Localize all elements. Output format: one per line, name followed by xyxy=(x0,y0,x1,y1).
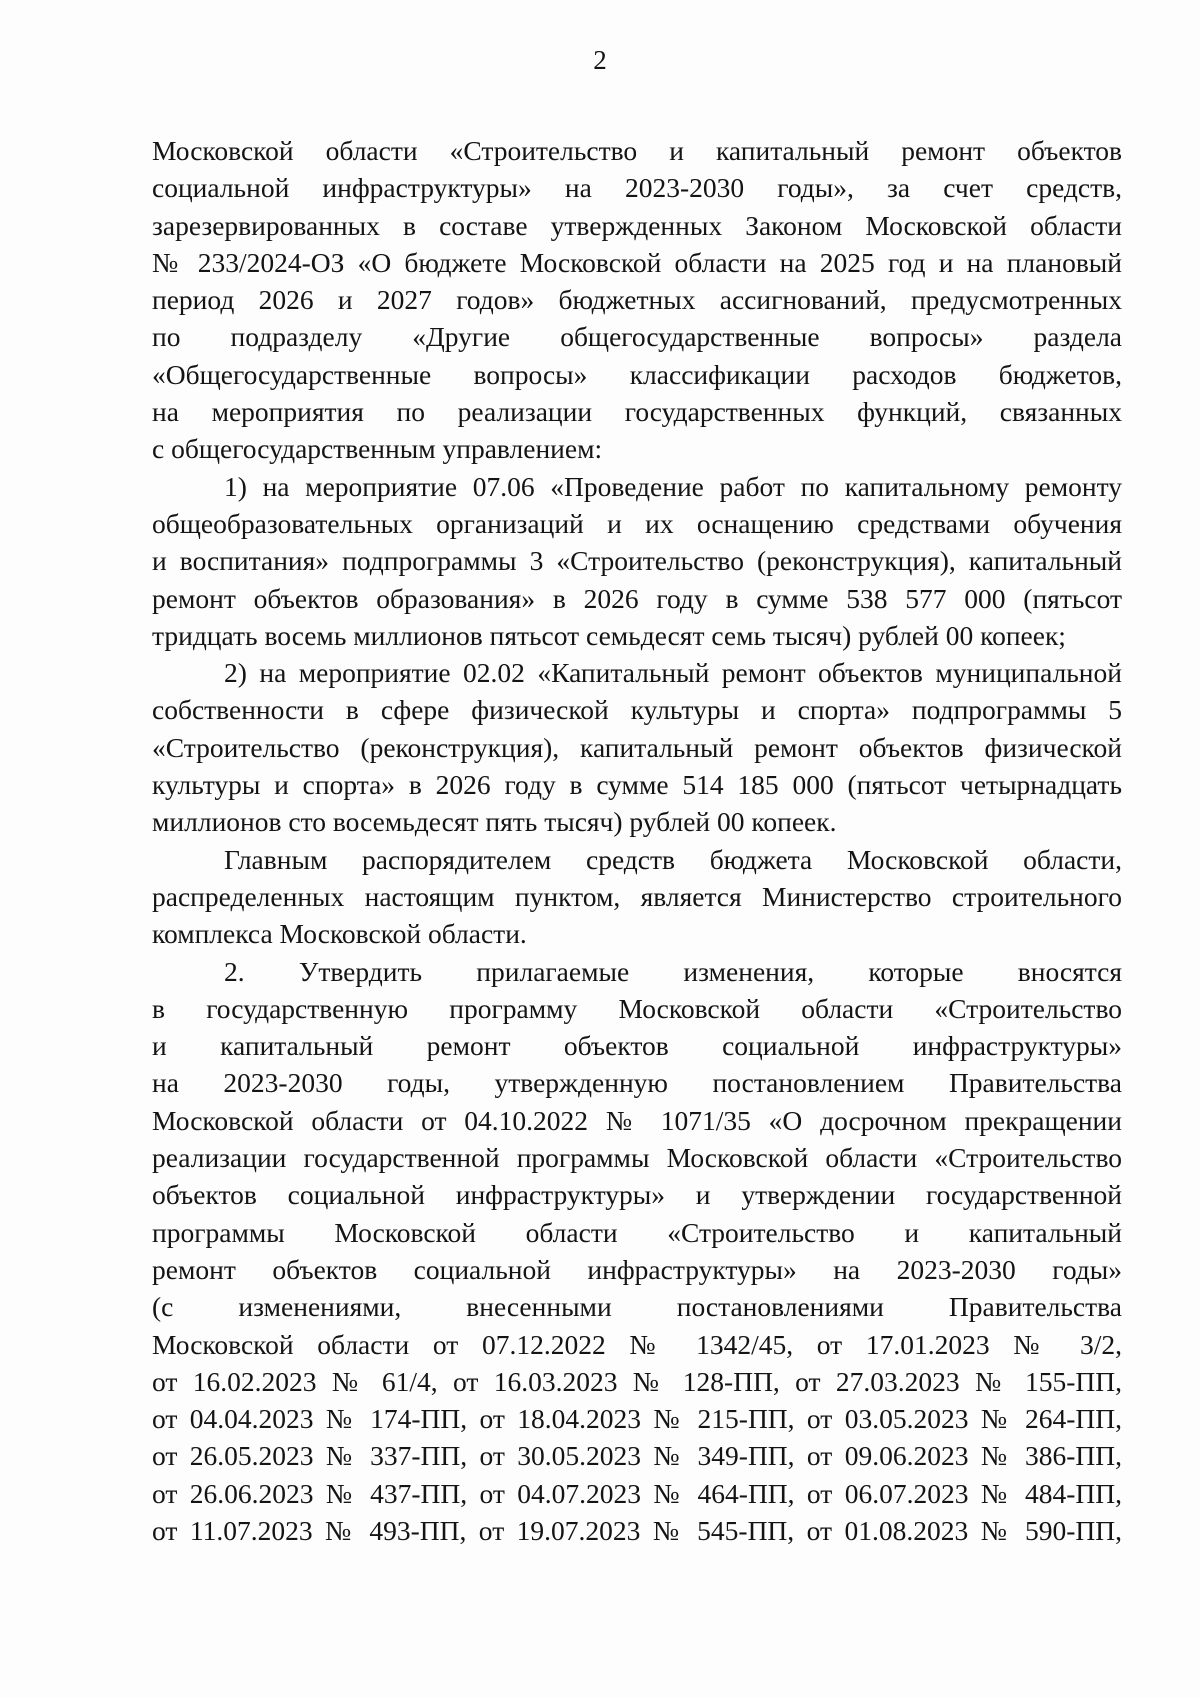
text-line: тридцать восемь миллионов пятьсот семьдесят семь тысяч) рублей 00 копеек; xyxy=(152,619,1066,651)
text-line: (с изменениями, внесенными постановлениями Правительства xyxy=(152,1291,1122,1323)
text-line: ремонт объектов социальной инфраструктуры» на 2023-2030 годы» xyxy=(152,1253,1122,1285)
text-line: Московской области от 04.10.2022 № 1071/35 «О досрочном прекращении xyxy=(152,1104,1122,1136)
text-line: и воспитания» подпрограммы 3 «Строительство (реконструкция), капитальный xyxy=(152,545,1122,577)
text-line: 1) на мероприятие 07.06 «Проведение работ по капитальному ремонту xyxy=(224,470,1122,502)
text-line: Главным распорядителем средств бюджета Московской области, xyxy=(224,843,1122,875)
text-line: Московской области от 07.12.2022 № 1342/45, от 17.01.2023 № 3/2, xyxy=(152,1328,1122,1360)
text-line: 2. Утвердить прилагаемые изменения, которые вносятся xyxy=(224,955,1122,987)
text-line: на 2023-2030 годы, утвержденную постановлением Правительства xyxy=(152,1067,1122,1099)
text-line: от 26.05.2023 № 337-ПП, от 30.05.2023 № 349-ПП, от 09.06.2023 № 386-ПП, xyxy=(152,1440,1122,1472)
text-line: № 233/2024-ОЗ «О бюджете Московской области на 2025 год и на плановый xyxy=(152,246,1122,278)
text-line: ремонт объектов образования» в 2026 году в сумме 538 577 000 (пятьсот xyxy=(152,582,1122,614)
text-line: собственности в сфере физической культуры и спорта» подпрограммы 5 xyxy=(152,694,1122,726)
text-line: комплекса Московской области. xyxy=(152,918,527,950)
text-line: миллионов сто восемьдесят пять тысяч) рублей 00 копеек. xyxy=(152,806,837,838)
text-line: и капитальный ремонт объектов социальной инфраструктуры» xyxy=(152,1030,1122,1062)
text-line: от 11.07.2023 № 493-ПП, от 19.07.2023 № 545-ПП, от 01.08.2023 № 590-ПП, xyxy=(152,1514,1122,1546)
text-line: реализации государственной программы Московской области «Строительство xyxy=(152,1142,1122,1174)
text-line: с общегосударственным управлением: xyxy=(152,433,603,465)
text-line: в государственную программу Московской области «Строительство xyxy=(152,992,1122,1024)
text-line: распределенных настоящим пунктом, является Министерство строительного xyxy=(152,880,1122,912)
text-line: период 2026 и 2027 годов» бюджетных ассигнований, предусмотренных xyxy=(152,284,1122,316)
document-body xyxy=(152,132,1122,1549)
page-number: 2 xyxy=(593,45,607,75)
text-line: зарезервированных в составе утвержденных Законом Московской области xyxy=(152,209,1122,241)
text-line: объектов социальной инфраструктуры» и утверждении государственной xyxy=(152,1179,1122,1211)
text-line: по подразделу «Другие общегосударственные вопросы» раздела xyxy=(152,321,1122,353)
text-line: программы Московской области «Строительство и капитальный xyxy=(152,1216,1122,1248)
text-line: «Общегосударственные вопросы» классификации расходов бюджетов, xyxy=(152,358,1122,390)
text-line: от 16.02.2023 № 61/4, от 16.03.2023 № 128-ПП, от 27.03.2023 № 155-ПП, xyxy=(152,1365,1122,1397)
text-line: от 04.04.2023 № 174-ПП, от 18.04.2023 № 215-ПП, от 03.05.2023 № 264-ПП, xyxy=(152,1403,1122,1435)
text-line: социальной инфраструктуры» на 2023-2030 годы», за счет средств, xyxy=(152,172,1122,204)
text-line: «Строительство (реконструкция), капитальный ремонт объектов физической xyxy=(152,731,1122,763)
text-line: 2) на мероприятие 02.02 «Капитальный ремонт объектов муниципальной xyxy=(224,657,1122,689)
text-line: культуры и спорта» в 2026 году в сумме 514 185 000 (пятьсот четырнадцать xyxy=(152,769,1122,801)
text-line: Московской области «Строительство и капитальный ремонт объектов xyxy=(152,135,1122,166)
text-line: на мероприятия по реализации государственных функций, связанных xyxy=(152,396,1122,428)
text-line: общеобразовательных организаций и их оснащению средствами обучения xyxy=(152,507,1122,539)
text-line: от 26.06.2023 № 437-ПП, от 04.07.2023 № 464-ПП, от 06.07.2023 № 484-ПП, xyxy=(152,1477,1122,1509)
